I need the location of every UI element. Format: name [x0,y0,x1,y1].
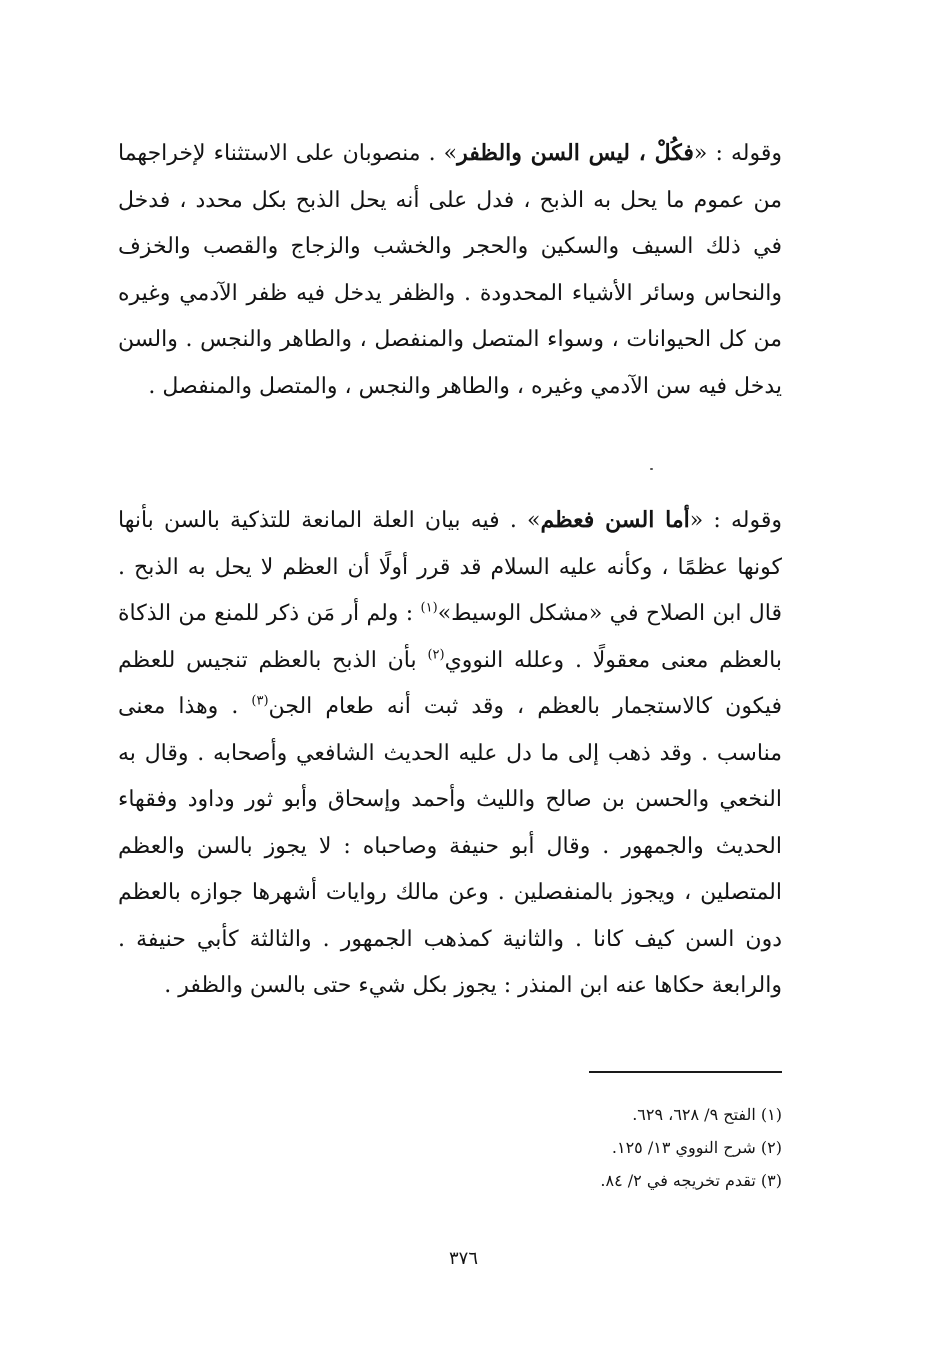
paragraph-2-body-part-1: » . فيه بيان العلة المانعة للتذكية بالسن بأنها كونها عظمًا ، وكأنه عليه السلام قد قرر أولًا أن العظم لا يحل به الذبح . قال ابن الصلاح في «مشكل الوسيط» [118,508,782,626]
footnotes [480,1098,782,1197]
paragraph-2 [118,497,782,1010]
paragraph-2-body-part-3: بأن الذبح بالعظم تنجيس للعظم فيكون كالاستجمار بالعظم ، وقد ثبت أنه طعام الجن [118,647,782,719]
footnote-3: (٣) تقدم تخريجه في ٢/ ٨٤. [600,1171,782,1190]
footnote-marker-1[interactable]: (١) [420,600,438,616]
footnote-separator [589,1071,782,1073]
paragraph-2-body-part-4: . وهذا معنى مناسب . وقد ذهب إلى ما دل عليه الحديث الشافعي وأصحابه . وقال به النخعي والحسن بن صالح والليث وأحمد وإسحاق وأبو ثور وداود وفقهاء الحديث والجمهور . وقال أبو حنيفة وصاحباه : لا يجوز بالسن والعظم المتصلين ، ويجوز بالمنفصلين . وعن مالك روايات أشهرها جوازه بالعظم دون السن كيف كانا . والثانية كمذهب الجمهور . والثالثة كأبي حنيفة . والرابعة حكاها عنه ابن المنذر : يجوز بكل شيء حتى بالسن والظفر . [118,694,782,998]
paragraph-1-body: » . منصوبان على الاستثناء لإخراجهما من عموم ما يحل به الذبح ، فدل على أنه يحل الذبح بكل محدد ، فدخل في ذلك السيف والسكين والحجر والخشب والزجاج والقصب والخزف والنحاس وسائر الأشياء المحدودة . والظفر يدخل فيه ظفر الآدمي وغيره من كل الحيوانات ، وسواء المتصل والمنفصل ، والطاهر والنجس . والسن يدخل فيه سن الآدمي وغيره ، والطاهر والنجس ، والمتصل والمنفصل . [118,141,782,399]
paragraph-2-hadith-term: أما السن فعظم [540,507,690,533]
paragraph-1-lead: وقوله : « [693,141,782,166]
footnote-2: (٢) شرح النووي ١٣/ ١٢٥. [611,1138,782,1157]
paragraph-2-lead: وقوله : « [689,508,782,533]
footnote-marker-3[interactable]: (٣) [251,693,269,709]
footnote-1: (١) الفتح ٩/ ٦٢٨، ٦٢٩. [632,1105,782,1124]
page-number: ٣٧٦ [448,1248,478,1269]
ink-speck [650,468,653,470]
paragraph-2-body-part-2: : ولم أر مَن ذكر للمنع من الذكاة بالعظم معنى معقولًا . وعلله النووي [118,601,782,673]
paragraph-1 [118,130,782,410]
paragraph-1-hadith-term: فكُلْ ، ليس السن والظفر [457,140,694,166]
footnote-marker-2[interactable]: (٢) [427,647,445,663]
